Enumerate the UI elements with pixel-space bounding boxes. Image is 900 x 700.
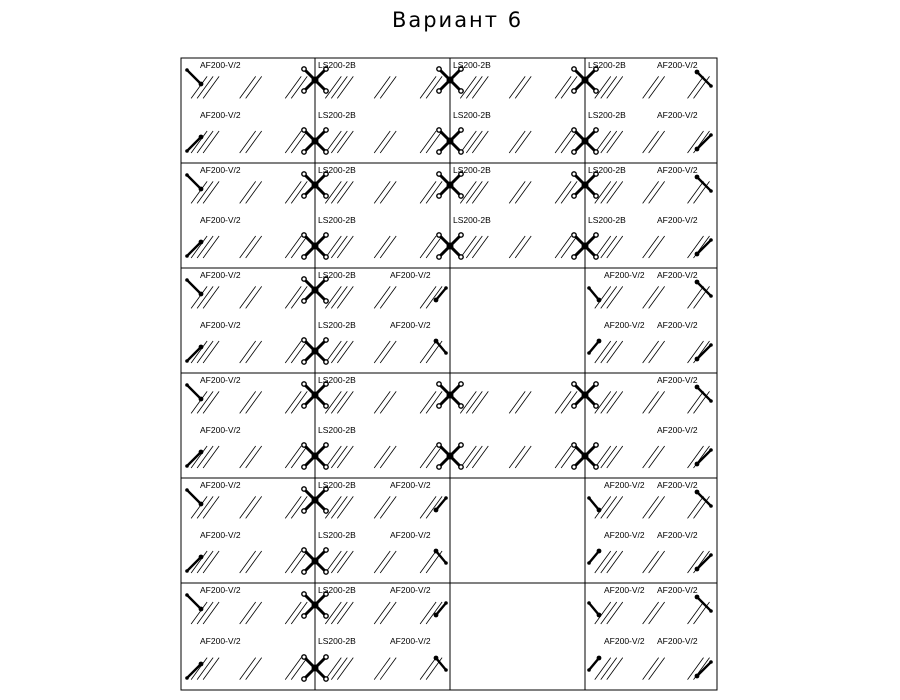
clamp-code-label: AF200-V/2 bbox=[657, 424, 698, 435]
clamp-base bbox=[444, 351, 448, 355]
spider-bolt bbox=[302, 277, 306, 281]
spider-code-label: LS200-2B bbox=[588, 165, 626, 175]
spider-bolt bbox=[324, 614, 328, 618]
spider-bolt bbox=[302, 299, 306, 303]
clamp-bolt bbox=[199, 82, 204, 87]
clamp-base bbox=[587, 351, 591, 355]
clamp-fitting bbox=[587, 339, 601, 355]
clamp-base bbox=[709, 343, 713, 347]
clamp-bolt bbox=[597, 298, 602, 303]
clamp-code-label: AF200-V/2 bbox=[200, 270, 241, 280]
clamp-code-label: AF200-V/2 bbox=[657, 60, 698, 70]
fitting-labels bbox=[200, 60, 698, 646]
clamp-code-label: AF200-V/2 bbox=[604, 319, 645, 330]
clamp-fitting bbox=[434, 656, 448, 672]
clamp-base bbox=[185, 464, 189, 468]
clamp-arm bbox=[187, 490, 201, 504]
spider-bolt bbox=[302, 655, 306, 659]
clamp-bolt bbox=[434, 656, 439, 661]
spider-hub bbox=[312, 392, 319, 399]
clamp-code-label: AF200-V/2 bbox=[657, 375, 698, 385]
clamp-base bbox=[709, 294, 713, 298]
clamp-code-label: AF200-V/2 bbox=[200, 109, 241, 120]
clamp-base bbox=[185, 254, 189, 258]
clamp-bolt bbox=[434, 339, 439, 344]
spider-bolt bbox=[302, 382, 306, 386]
clamp-bolt bbox=[434, 549, 439, 554]
spider-bolt bbox=[437, 382, 441, 386]
spider-bolt bbox=[437, 89, 441, 93]
clamp-fitting bbox=[185, 345, 203, 363]
clamp-fitting bbox=[587, 286, 601, 302]
spider-code-label: LS200-2B bbox=[318, 375, 356, 385]
spider-bolt bbox=[594, 443, 598, 447]
clamp-base bbox=[444, 601, 448, 605]
drawing-title: Вариант 6 bbox=[391, 8, 524, 32]
spider-bolt bbox=[572, 233, 576, 237]
clamp-code-label: AF200-V/2 bbox=[657, 214, 698, 225]
spider-bolt bbox=[324, 233, 328, 237]
spider-bolt bbox=[324, 150, 328, 154]
clamp-code-label: AF200-V/2 bbox=[657, 480, 698, 490]
spider-bolt bbox=[594, 404, 598, 408]
clamp-fitting bbox=[185, 278, 203, 296]
clamp-code-label: AF200-V/2 bbox=[657, 635, 698, 646]
spider-bolt bbox=[324, 360, 328, 364]
spider-bolt bbox=[437, 194, 441, 198]
spider-bolt bbox=[572, 465, 576, 469]
spider-hub bbox=[312, 348, 319, 355]
clamp-fitting bbox=[185, 240, 203, 258]
clamp-fitting bbox=[695, 660, 713, 678]
clamp-fitting bbox=[587, 549, 601, 565]
clamp-base bbox=[709, 238, 713, 242]
clamp-base bbox=[185, 383, 189, 387]
clamp-base bbox=[185, 68, 189, 72]
spider-bolt bbox=[302, 128, 306, 132]
spider-bolt bbox=[437, 443, 441, 447]
spider-hub bbox=[312, 77, 319, 84]
spider-bolt bbox=[459, 128, 463, 132]
clamp-code-label: AF200-V/2 bbox=[200, 319, 241, 330]
clamp-bolt bbox=[695, 385, 700, 390]
clamp-bolt bbox=[695, 595, 700, 600]
clamp-fitting bbox=[185, 68, 203, 86]
clamp-code-label: AF200-V/2 bbox=[200, 424, 241, 435]
panel-grid bbox=[181, 58, 717, 690]
spider-bolt bbox=[324, 548, 328, 552]
clamp-base bbox=[587, 286, 591, 290]
clamp-bolt bbox=[434, 508, 439, 513]
spider-code-label: LS200-2B bbox=[453, 214, 491, 225]
spider-bolt bbox=[594, 128, 598, 132]
clamp-bolt bbox=[695, 252, 700, 257]
clamp-code-label: AF200-V/2 bbox=[604, 635, 645, 646]
clamp-base bbox=[444, 668, 448, 672]
clamp-bolt bbox=[695, 357, 700, 362]
spider-hub bbox=[447, 243, 454, 250]
clamp-bolt bbox=[199, 555, 204, 560]
spider-bolt bbox=[302, 338, 306, 342]
spider-code-label: LS200-2B bbox=[318, 60, 356, 70]
spider-bolt bbox=[437, 255, 441, 259]
clamp-bolt bbox=[597, 549, 602, 554]
spider-bolt bbox=[594, 382, 598, 386]
clamp-base bbox=[709, 133, 713, 137]
clamp-base bbox=[709, 84, 713, 88]
spider-bolt bbox=[302, 89, 306, 93]
clamp-bolt bbox=[199, 397, 204, 402]
clamp-base bbox=[185, 173, 189, 177]
spider-bolt bbox=[572, 382, 576, 386]
clamp-bolt bbox=[434, 613, 439, 618]
clamp-code-label: AF200-V/2 bbox=[657, 529, 698, 540]
clamp-bolt bbox=[199, 502, 204, 507]
spider-bolt bbox=[594, 233, 598, 237]
clamp-base bbox=[185, 676, 189, 680]
clamp-code-label: AF200-V/2 bbox=[657, 270, 698, 280]
facade-outline bbox=[181, 58, 717, 690]
spider-bolt bbox=[572, 443, 576, 447]
spider-code-label: LS200-2B bbox=[453, 165, 491, 175]
clamp-fitting bbox=[185, 450, 203, 468]
spider-code-label: LS200-2B bbox=[318, 480, 356, 490]
spider-code-label: LS200-2B bbox=[318, 585, 356, 595]
spider-bolt bbox=[302, 465, 306, 469]
spider-bolt bbox=[324, 299, 328, 303]
spider-bolt bbox=[594, 255, 598, 259]
clamp-code-label: AF200-V/2 bbox=[200, 165, 241, 175]
spider-bolt bbox=[324, 255, 328, 259]
spider-bolt bbox=[572, 128, 576, 132]
clamp-arm bbox=[187, 385, 201, 399]
spider-code-label: LS200-2B bbox=[588, 60, 626, 70]
spider-code-label: LS200-2B bbox=[318, 635, 356, 646]
spider-bolt bbox=[302, 360, 306, 364]
clamp-code-label: AF200-V/2 bbox=[390, 319, 431, 330]
clamp-base bbox=[185, 359, 189, 363]
spider-bolt bbox=[302, 548, 306, 552]
clamp-base bbox=[185, 278, 189, 282]
clamp-base bbox=[185, 488, 189, 492]
clamp-fitting bbox=[695, 238, 713, 256]
clamp-base bbox=[444, 496, 448, 500]
spider-hub bbox=[312, 287, 319, 294]
clamp-fitting bbox=[695, 343, 713, 361]
clamp-base bbox=[185, 569, 189, 573]
spider-hub bbox=[312, 453, 319, 460]
spider-bolt bbox=[324, 465, 328, 469]
clamp-code-label: AF200-V/2 bbox=[390, 480, 431, 490]
clamp-fitting bbox=[695, 448, 713, 466]
clamp-fitting bbox=[185, 488, 203, 506]
spider-bolt bbox=[324, 677, 328, 681]
spider-bolt bbox=[572, 255, 576, 259]
clamp-fitting bbox=[185, 173, 203, 191]
spider-bolt bbox=[302, 233, 306, 237]
clamp-base bbox=[444, 561, 448, 565]
spider-bolt bbox=[437, 128, 441, 132]
spider-hub bbox=[312, 558, 319, 565]
spider-hub bbox=[582, 392, 589, 399]
clamp-base bbox=[587, 601, 591, 605]
spider-bolt bbox=[437, 172, 441, 176]
spider-bolt bbox=[459, 465, 463, 469]
spider-bolt bbox=[302, 570, 306, 574]
spider-bolt bbox=[459, 382, 463, 386]
spider-hub bbox=[582, 243, 589, 250]
spider-bolt bbox=[302, 443, 306, 447]
clamp-base bbox=[709, 399, 713, 403]
spider-bolt bbox=[324, 509, 328, 513]
spider-bolt bbox=[459, 233, 463, 237]
spider-bolt bbox=[324, 443, 328, 447]
spider-code-label: LS200-2B bbox=[318, 109, 356, 120]
spider-bolt bbox=[324, 404, 328, 408]
spider-bolt bbox=[324, 128, 328, 132]
spider-bolt bbox=[302, 614, 306, 618]
spider-bolt bbox=[324, 89, 328, 93]
spider-hub bbox=[582, 77, 589, 84]
spider-bolt bbox=[437, 404, 441, 408]
spider-bolt bbox=[594, 89, 598, 93]
spider-bolt bbox=[324, 194, 328, 198]
spider-bolt bbox=[302, 487, 306, 491]
clamp-code-label: AF200-V/2 bbox=[200, 635, 241, 646]
spider-hub bbox=[582, 453, 589, 460]
spider-bolt bbox=[302, 509, 306, 513]
spider-code-label: LS200-2B bbox=[318, 165, 356, 175]
clamp-code-label: AF200-V/2 bbox=[390, 529, 431, 540]
clamp-bolt bbox=[597, 613, 602, 618]
clamp-bolt bbox=[597, 339, 602, 344]
clamp-code-label: AF200-V/2 bbox=[604, 480, 645, 490]
clamp-arm bbox=[187, 595, 201, 609]
spider-hub bbox=[312, 182, 319, 189]
spider-bolt bbox=[572, 172, 576, 176]
spider-bolt bbox=[572, 89, 576, 93]
clamp-fitting bbox=[185, 662, 203, 680]
spider-hub bbox=[312, 602, 319, 609]
spider-hub bbox=[312, 665, 319, 672]
clamp-base bbox=[709, 553, 713, 557]
spider-hub bbox=[447, 392, 454, 399]
clamp-bolt bbox=[199, 607, 204, 612]
clamp-fitting bbox=[587, 601, 601, 617]
spider-bolt bbox=[459, 404, 463, 408]
clamp-bolt bbox=[199, 345, 204, 350]
clamp-base bbox=[709, 609, 713, 613]
clamp-code-label: AF200-V/2 bbox=[604, 529, 645, 540]
spider-bolt bbox=[572, 194, 576, 198]
spider-bolt bbox=[572, 67, 576, 71]
spider-bolt bbox=[302, 67, 306, 71]
spider-bolt bbox=[302, 172, 306, 176]
clamp-base bbox=[587, 561, 591, 565]
spider-code-label: LS200-2B bbox=[318, 424, 356, 435]
spider-bolt bbox=[302, 677, 306, 681]
clamp-code-label: AF200-V/2 bbox=[390, 635, 431, 646]
clamp-code-label: AF200-V/2 bbox=[200, 214, 241, 225]
spider-bolt bbox=[324, 655, 328, 659]
spider-bolt bbox=[572, 150, 576, 154]
spider-bolt bbox=[302, 194, 306, 198]
clamp-fitting bbox=[587, 656, 601, 672]
spider-bolt bbox=[437, 67, 441, 71]
clamp-bolt bbox=[199, 240, 204, 245]
clamp-base bbox=[444, 286, 448, 290]
clamp-bolt bbox=[199, 187, 204, 192]
spider-hub bbox=[447, 453, 454, 460]
clamp-base bbox=[587, 668, 591, 672]
clamp-bolt bbox=[695, 175, 700, 180]
clamp-code-label: AF200-V/2 bbox=[657, 109, 698, 120]
clamp-base bbox=[587, 496, 591, 500]
clamp-bolt bbox=[434, 298, 439, 303]
clamp-bolt bbox=[199, 662, 204, 667]
clamp-base bbox=[185, 593, 189, 597]
clamp-code-label: AF200-V/2 bbox=[200, 585, 241, 595]
clamp-bolt bbox=[695, 462, 700, 467]
clamp-bolt bbox=[695, 147, 700, 152]
clamp-fitting bbox=[434, 549, 448, 565]
clamp-base bbox=[709, 660, 713, 664]
spider-bolt bbox=[324, 570, 328, 574]
spider-code-label: LS200-2B bbox=[318, 270, 356, 280]
clamp-code-label: AF200-V/2 bbox=[200, 529, 241, 540]
spider-bolt bbox=[594, 194, 598, 198]
spider-bolt bbox=[437, 233, 441, 237]
clamp-arm bbox=[187, 70, 201, 84]
clamp-base bbox=[709, 504, 713, 508]
spider-code-label: LS200-2B bbox=[588, 214, 626, 225]
clamp-bolt bbox=[597, 656, 602, 661]
spider-bolt bbox=[459, 255, 463, 259]
clamp-bolt bbox=[695, 280, 700, 285]
clamp-bolt bbox=[199, 135, 204, 140]
clamp-fitting bbox=[695, 553, 713, 571]
spider-bolt bbox=[302, 255, 306, 259]
spider-hub bbox=[447, 182, 454, 189]
spider-code-label: LS200-2B bbox=[318, 319, 356, 330]
spider-code-label: LS200-2B bbox=[453, 109, 491, 120]
clamp-code-label: AF200-V/2 bbox=[390, 585, 431, 595]
clamp-fitting bbox=[185, 555, 203, 573]
spider-code-label: LS200-2B bbox=[453, 60, 491, 70]
clamp-bolt bbox=[695, 567, 700, 572]
clamp-bolt bbox=[695, 674, 700, 679]
spider-hub bbox=[312, 243, 319, 250]
clamp-code-label: AF200-V/2 bbox=[604, 270, 645, 280]
clamp-base bbox=[709, 189, 713, 193]
spider-bolt bbox=[437, 465, 441, 469]
spider-hub bbox=[312, 138, 319, 145]
spider-hub bbox=[312, 497, 319, 504]
clamp-fitting bbox=[695, 133, 713, 151]
clamp-code-label: AF200-V/2 bbox=[390, 270, 431, 280]
clamp-fitting bbox=[185, 383, 203, 401]
clamp-arm bbox=[187, 175, 201, 189]
spider-hub bbox=[447, 77, 454, 84]
clamp-bolt bbox=[199, 292, 204, 297]
clamp-fitting bbox=[587, 496, 601, 512]
spider-code-label: LS200-2B bbox=[318, 529, 356, 540]
spider-bolt bbox=[459, 194, 463, 198]
clamp-arm bbox=[187, 280, 201, 294]
spider-bolt bbox=[459, 89, 463, 93]
clamp-bolt bbox=[597, 508, 602, 513]
clamp-fitting bbox=[434, 339, 448, 355]
spider-bolt bbox=[459, 443, 463, 447]
clamp-base bbox=[709, 448, 713, 452]
spider-code-label: LS200-2B bbox=[588, 109, 626, 120]
spider-hub bbox=[447, 138, 454, 145]
spider-bolt bbox=[594, 465, 598, 469]
spider-bolt bbox=[572, 404, 576, 408]
clamp-fitting bbox=[185, 593, 203, 611]
clamp-bolt bbox=[695, 490, 700, 495]
spider-bolt bbox=[437, 150, 441, 154]
clamp-code-label: AF200-V/2 bbox=[657, 319, 698, 330]
clamp-code-label: AF200-V/2 bbox=[604, 585, 645, 595]
spider-bolt bbox=[302, 150, 306, 154]
spider-bolt bbox=[302, 404, 306, 408]
spider-bolt bbox=[302, 592, 306, 596]
spider-code-label: LS200-2B bbox=[318, 214, 356, 225]
clamp-code-label: AF200-V/2 bbox=[200, 60, 241, 70]
clamp-base bbox=[185, 149, 189, 153]
clamp-fitting bbox=[185, 135, 203, 153]
spider-bolt bbox=[459, 150, 463, 154]
clamp-code-label: AF200-V/2 bbox=[200, 375, 241, 385]
clamp-code-label: AF200-V/2 bbox=[200, 480, 241, 490]
spider-bolt bbox=[594, 150, 598, 154]
spider-hub bbox=[582, 182, 589, 189]
spider-hub bbox=[582, 138, 589, 145]
clamp-bolt bbox=[695, 70, 700, 75]
clamp-code-label: AF200-V/2 bbox=[657, 165, 698, 175]
spider-bolt bbox=[324, 338, 328, 342]
clamp-code-label: AF200-V/2 bbox=[657, 585, 698, 595]
clamp-bolt bbox=[199, 450, 204, 455]
